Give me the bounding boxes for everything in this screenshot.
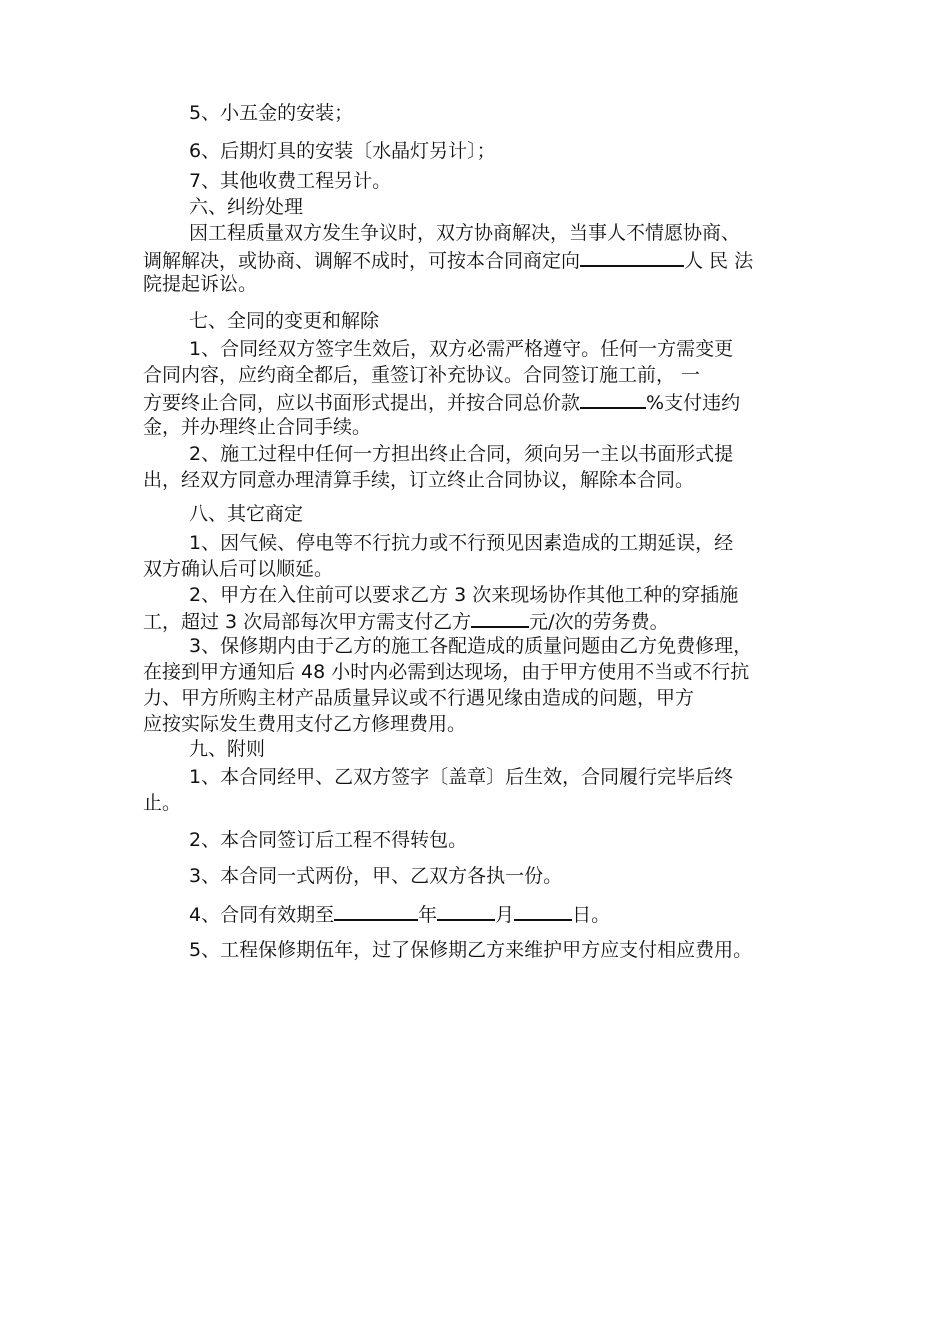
paragraph-line: 工，超过 3 次局部每次甲方需支付乙方 元/次的劳务费。 xyxy=(143,608,669,634)
item-5-hardware: 5、小五金的安装； xyxy=(189,102,354,124)
paragraph-line: 1、本合同经甲、乙双方签字〔盖章〕后生效，合同履行完毕后终 xyxy=(189,766,734,788)
paragraph-line: 金，并办理终止合同手续。 xyxy=(143,416,372,438)
paragraph-line: 3、保修期内由于乙方的施工各配造成的质量问题由乙方免费修理， xyxy=(189,635,753,657)
blank-year xyxy=(334,901,418,921)
paragraph-line: 双方确认后可以顺延。 xyxy=(143,558,334,580)
blank-day xyxy=(514,901,572,921)
item-6-lighting: 6、后期灯具的安装〔水晶灯另计〕； xyxy=(189,140,496,162)
paragraph-line: 在接到甲方通知后 48 小时内必需到达现场，由于甲方使用不当或不行抗 xyxy=(143,661,750,683)
paragraph-line: 1、合同经双方签字生效后，双方必需严格遵守。任何一方需变更 xyxy=(189,338,734,360)
blank-penalty-percent xyxy=(580,389,646,409)
paragraph-line: 2、施工过程中任何一方担出终止合同，须向另一主以书面形式提 xyxy=(189,443,734,465)
blank-court-name xyxy=(580,247,684,267)
paragraph-line: 院提起诉讼。 xyxy=(143,273,258,295)
blank-labor-fee xyxy=(471,608,529,628)
validity-date-line: 4、合同有效期至 年 月 日。 xyxy=(189,901,610,927)
paragraph-line: 力、甲方所购主材产品质量异议或不行遇见缘由造成的问题，甲方 xyxy=(143,687,695,709)
paragraph-line: 2、甲方在入住前可以要求乙方 3 次来现场协作其他工种的穿插施 xyxy=(189,584,739,606)
section-6-heading: 六、纠纷处理 xyxy=(189,196,304,218)
paragraph-line: 3、本合同一式两份，甲、乙双方各执一份。 xyxy=(189,865,563,887)
section-9-heading: 九、附则 xyxy=(189,738,266,760)
paragraph-line: 1、因气候、停电等不行抗力或不行预见因素造成的工期延误，经 xyxy=(189,532,734,554)
paragraph-line: 应按实际发生费用支付乙方修理费用。 xyxy=(143,713,467,735)
paragraph-line: 出，经双方同意办理清算手续，订立终止合同协议，解除本合同。 xyxy=(143,469,695,491)
section-7-heading: 七、全同的变更和解除 xyxy=(189,310,380,332)
section-8-heading: 八、其它商定 xyxy=(189,503,304,525)
paragraph-line: 合同内容，应约商全都后，重签订补充协议。合同签订施工前， 一 xyxy=(143,364,701,386)
paragraph-line: 方要终止合同，应以书面形式提出，并按合同总价款 %支付违约 xyxy=(143,389,740,415)
blank-month xyxy=(437,901,495,921)
paragraph-line: 止。 xyxy=(143,792,182,814)
item-7-other-fees: 7、其他收费工程另计。 xyxy=(189,170,392,192)
paragraph-line: 调解解决，或协商、调解不成时，可按本合同商定向 人 民 法 xyxy=(143,247,753,273)
paragraph-line: 5、工程保修期伍年，过了保修期乙方来维护甲方应支付相应费用。 xyxy=(189,939,753,961)
paragraph-line: 2、本合同签订后工程不得转包。 xyxy=(189,829,468,851)
paragraph-line: 因工程质量双方发生争议时，双方协商解决，当事人不情愿协商、 xyxy=(189,222,741,244)
